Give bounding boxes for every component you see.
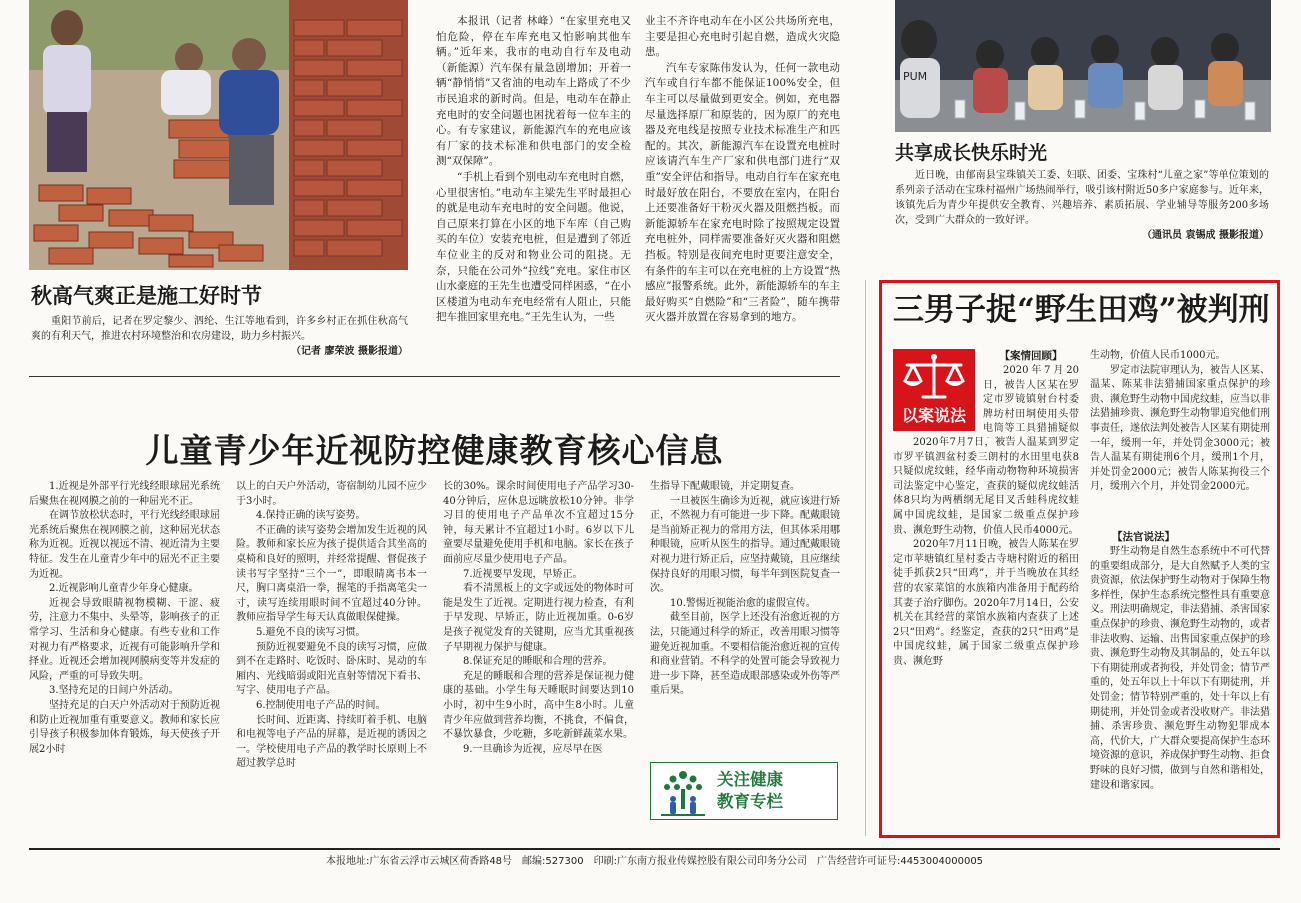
myopia-paragraph: 预防近视要避免不良的读写习惯，应做到不在走路时、吃饭时、卧床时、晃动的车厢内、光线暗弱或阳光直射等情况下看书、写字、使用电子产品。 — [236, 641, 427, 697]
myopia-paragraph: 充足的睡眠和合理的营养是保证视力健康的基础。小学生每天睡眠时间要达到10小时，初中生9小时，高中生8小时。儿童青少年应做到营养均衡，不挑食，不偏食，不暴饮暴食，少吃糖，多吃新鲜蔬菜水果。 — [443, 670, 634, 741]
legal-col2-law — [1090, 545, 1270, 827]
myopia-col2 — [236, 480, 427, 826]
health-column-label: 关注健康 教育专栏 — [717, 770, 783, 811]
legal-paragraph: 2020年7月11日晚，被告人陈某在罗定市苹塘镇红星村委古寺塘村附近的稻田徒手抓获2只“田鸡”，并于当晚放在其经营的农家菜馆的水族箱内准备用于配药给其妻子治疗脚伤。2020年7月14日，公安机关在其经营的菜馆水族箱内查获了上述2只“田鸡”。经鉴定，查获的2只“田鸡”是中国虎纹蛙，属于国家二级重点保护珍贵、濒危野 — [893, 539, 1079, 667]
scales-of-justice-icon — [893, 349, 975, 405]
legal-paragraph: 2020年7月20日，被告人区某在罗定市罗镜镇射台村委牌坊村田垌使用头带电筒等工具猎捕疑似 — [983, 365, 1079, 435]
children-caption — [895, 168, 1269, 243]
construction-headline: 秋高气爽正是施工好时节 — [31, 283, 262, 308]
health-column-badge — [650, 762, 838, 820]
myopia-title: 儿童青少年近视防控健康教育核心信息 — [145, 431, 724, 470]
legal-paragraph: 生动物，价值人民币1000元。 — [1090, 350, 1226, 361]
ev-article-col2 — [645, 14, 840, 362]
judge-says-heading: 【法官说法】 — [1112, 531, 1175, 543]
myopia-paragraph: 1.近视是外部平行光线经眼球屈光系统后聚焦在视网膜之前的一种屈光不正。 — [29, 481, 220, 507]
ev-article-col1 — [436, 14, 631, 362]
myopia-paragraph: 2.近视影响儿童青少年身心健康。 — [49, 583, 199, 595]
legal-paragraph: 2020年7月7日，被告人温某到罗定市罗平镇泗盆村委三朗村的水田里电获8只疑似虎纹蛙，经华南动物物种环境损害司法鉴定中心鉴定，查获的疑似虎纹蛙活体8只均为两栖纲无尾目叉舌蛙科虎纹蛙属中国虎纹蛙，是国家二级重点保护珍贵、濒危野生动物，价值人民币4000元。 — [893, 437, 1079, 536]
construction-caption — [31, 314, 408, 359]
ev-paragraph: 本报讯（记者 林峰）“在家里充电又怕危险，停在车库充电又怕影响其他车辆。”近年来，我市的电动自行车及电动（新能源）汽车保有量急剧增加；开着一辆“静悄悄”又省油的电动车上路成了不少市民追求的新时尚。但是，电动车在静止充电时的安全问题也困扰着每一位车主的心。有专家建议，新能源汽车的充电应该有厂家的技术标准和供电部门的安全检测“双保障”。 — [436, 15, 631, 168]
myopia-paragraph: 8.保证充足的睡眠和合理的营养。 — [463, 656, 613, 668]
myopia-paragraph: 一旦被医生确诊为近视，就应该进行矫正，不然视力有可能进一步下降。配戴眼镜是当前矫正视力的常用方法，但其体采用哪种眼镜，应听从医生的指导。通过配戴眼镜对视力进行矫正后，应坚持戴镜，且应继续保持良好的用眼习惯，每半年到医院复查一次。 — [650, 495, 840, 595]
myopia-paragraph: 9.一旦确诊为近视，应尽早在医 — [463, 743, 603, 755]
myopia-paragraph: 坚持充足的白天户外活动对于预防近视和防止近视加重有重要意义。教师和家长应引导孩子积极参加体育锻炼，每天使孩子开展2小时 — [29, 699, 220, 755]
legal-column-label: 以案说法 — [901, 406, 966, 425]
myopia-paragraph: 5.避免不良的读写习惯。 — [256, 626, 366, 638]
myopia-paragraph: 4.保持正确的读写姿势。 — [256, 510, 366, 522]
family-tree-icon — [655, 765, 711, 819]
construction-caption-text: 重阳节前后，记者在罗定黎少、泗纶、生江等地看到，许多乡村正在抓住秋高气爽的有利天气，推进农村环境整治和农房建设，助力乡村振兴。 — [31, 316, 408, 342]
section-divider — [29, 376, 840, 377]
myopia-paragraph: 长时间、近距离、持续盯着手机、电脑和电视等电子产品的屏幕，是近视的诱因之一。学校使用电子产品的教学时长原则上不超过教学总时 — [236, 714, 427, 770]
myopia-col4 — [650, 480, 840, 758]
myopia-paragraph: 长的30%。课余时间使用电子产品学习30-40分钟后，应休息远眺放松10分钟。非学习目的使用电子产品单次不宜超过15分钟，每天累计不宜超过1小时。6岁以下儿童要尽量避免使用手机和电脑。家长在孩子面前应尽量少使用电子产品。 — [443, 481, 634, 565]
legal-paragraph: 罗定市法院审理认为，被告人区某、温某、陈某非法猎捕国家重点保护的珍贵、濒危野生动物中国虎纹蛙，应当以非法猎捕珍贵、濒危野生动物罪追究他们刑事责任，遂依法判处被告人区某有期徒刑一年，缓刑一年，并处罚金3000元；被告人温某有期徒刑6个月，缓刑1个月，并处罚金2000元；被告人陈某拘役三个月，缓刑六个月，并处罚金2000元。 — [1090, 364, 1270, 493]
children-activity-photo — [895, 0, 1271, 132]
myopia-paragraph: 不正确的读写姿势会增加发生近视的风险。教师和家长应为孩子提供适合其坐高的桌椅和良好的照明，并经常提醒、督促孩子读书写字坚持“三个一”，即眼睛离书本一尺，胸口离桌沿一拳，握笔的手指离笔尖一寸，读写连续用眼时间不宜超过40分钟。教师应指导学生每天认真做眼保健操。 — [236, 524, 427, 624]
myopia-paragraph: 生指导下配戴眼镜，并定期复查。 — [650, 481, 800, 492]
children-headline: 共享成长快乐时光 — [895, 142, 1048, 164]
legal-column-badge — [893, 349, 975, 431]
ev-paragraph: “手机上看到个别电动车充电时自燃，心里很害怕。”电动车主梁先生平时最担心的就是电动车充电时的安全问题。他说，自己原来打算在小区的地下车库（自己购买的车位）安装充电桩，但是遭到了邻近车位业主的反对和物业公司的阻挠。无奈，只能在公司外“拉线”充电。家住市区山水豪庭的王先生也遭受同样困惑，“在小区楼道为电动车充电经常有人阻止，只能把车推回家里充电。”王先生认为，一些 — [436, 170, 631, 324]
myopia-paragraph: 看不清黑板上的文字或远处的物体时可能是发生了近视。定期进行视力检查，有利于早发现、早矫正，防止近视加重。0-6岁是孩子视觉发育的关键期，应当尤其重视孩子早期视力保护与健康。 — [443, 583, 634, 653]
legal-col1-top — [983, 364, 1079, 438]
myopia-paragraph: 在调节放松状态时，平行光线经眼球屈光系统后聚焦在视网膜之前，这种屈光状态称为近视。近视以视远不清、视近清为主要特征。发生在儿童青少年中的屈光不正主要为近视。 — [29, 510, 220, 580]
footer-rule — [29, 848, 1280, 850]
footer-info: 本报地址:广东省云浮市云城区荷香路48号 邮编:527300 印刷:广东南方报业传媒控股有限公司印务分公司 广告经营许可证号:4453004000005 — [325, 856, 984, 867]
children-credit: （通讯员 袁锡成 摄影报道） — [1142, 230, 1269, 241]
legal-story-title: 三男子捉“野生田鸡”被判刑 — [893, 292, 1270, 328]
legal-col2 — [1090, 349, 1270, 529]
myopia-paragraph: 近视会导致眼睛视物模糊、干涩、疲劳，注意力不集中、头晕等，影响孩子的正常学习、生活和身心健康。有些专业和工作对视力有严格要求，近视有可能影响升学和择业。近视还会增加视网膜病变等并发症的风险，严重的可导致失明。 — [29, 597, 220, 682]
myopia-col3 — [443, 480, 634, 826]
myopia-paragraph: 截至目前，医学上还没有治愈近视的方法，只能通过科学的矫正，改善用眼习惯等避免近视加重。不要相信能治愈近视的宣传和商业营销。不科学的处置可能会导致视力进一步下降，甚至造成眼部感染或外伤等严重后果。 — [650, 612, 840, 697]
svg-text:PUM: PUM — [903, 70, 928, 83]
column-divider — [865, 280, 866, 836]
ev-paragraph: 汽车专家陈伟发认为，任何一款电动汽车或自行车都不能保证100%安全，但车主可以尽量做到更安全。例如，充电器尽量选择原厂和原装的，因为原厂的充电器及充电线是按照专业技术标准生产和匹配的。其次，新能源汽车在设置充电桩时应该请汽车生产厂家和供电部门进行“双重”安全评估和指导。电动自行车在家充电时最好放在阳台，不要放在室内，在阳台上还要准备好干粉灭火器及阻燃挡板。而新能源轿车在家充电时除了按照规定设置充电桩外，同样需要准备好灭火器和阻燃挡板。特别是夜间充电时更要注意安全，有条件的车主可以在充电桩的上方设置“热感应”报警系统。此外，新能源轿车的车主最好购买“自燃险”和“三者险”，随车携带灭火器并放置在容易拿到的地方。 — [645, 61, 840, 324]
children-caption-text: 近日晚，由郁南县宝珠镇关工委、妇联、团委、宝珠村“儿童之家”等单位策划的系列亲子活动在宝珠村福州广场热闹举行，吸引该村附近50多户家庭参与。近年来，该镇先后为青少年提供安全教育、兴趣培养、素质拓展、学业辅导等服务200多场次，受到广大群众的一致好评。 — [895, 170, 1269, 226]
case-review-heading: 【案情回顾】 — [999, 350, 1063, 362]
legal-col1 — [893, 436, 1079, 828]
myopia-paragraph: 以上的白天户外活动，寄宿制幼儿园不应少于3小时。 — [236, 481, 427, 507]
myopia-paragraph: 6.控制使用电子产品的时间。 — [256, 699, 386, 711]
construction-credit: （记者 廖荣波 摄影报道） — [291, 346, 408, 357]
myopia-col1 — [29, 480, 220, 826]
ev-paragraph: 业主不齐许电动车在小区公共场所充电，主要是担心充电时引起自燃，造成火灾隐患。 — [645, 15, 840, 59]
myopia-paragraph: 7.近视要早发现，早矫正。 — [463, 568, 583, 580]
myopia-paragraph: 10.警惕近视能治愈的虚假宣传。 — [670, 597, 816, 609]
construction-photo — [29, 0, 408, 270]
myopia-paragraph: 3.坚持充足的日间户外活动。 — [49, 685, 179, 697]
legal-paragraph: 野生动物是自然生态系统中不可代替的重要组成部分，是大自然赋予人类的宝贵资源，依法保护野生动物对于保障生物多样性，保护生态系统完整性具有重要意义。刑法明确规定，非法猎捕、杀害国家重点保护的珍贵、濒危野生动物的，或者非法收购、运输、出售国家重点保护的珍贵、濒危野生动物及其制品的，处五年以下有期徒刑或者拘役，并处罚金；情节严重的，处五年以上十年以下有期徒刑，并处罚金；情节特别严重的，处十年以上有期徒刑，并处罚金或者没收财产。非法猎捕、杀害珍贵、濒危野生动物犯罪成本高，代价大，广大群众要提高保护生态环境资源的意识，养成保护野生动物、拒食野味的良好习惯，做到与自然和谐相处，建设和谐家园。 — [1090, 546, 1270, 791]
